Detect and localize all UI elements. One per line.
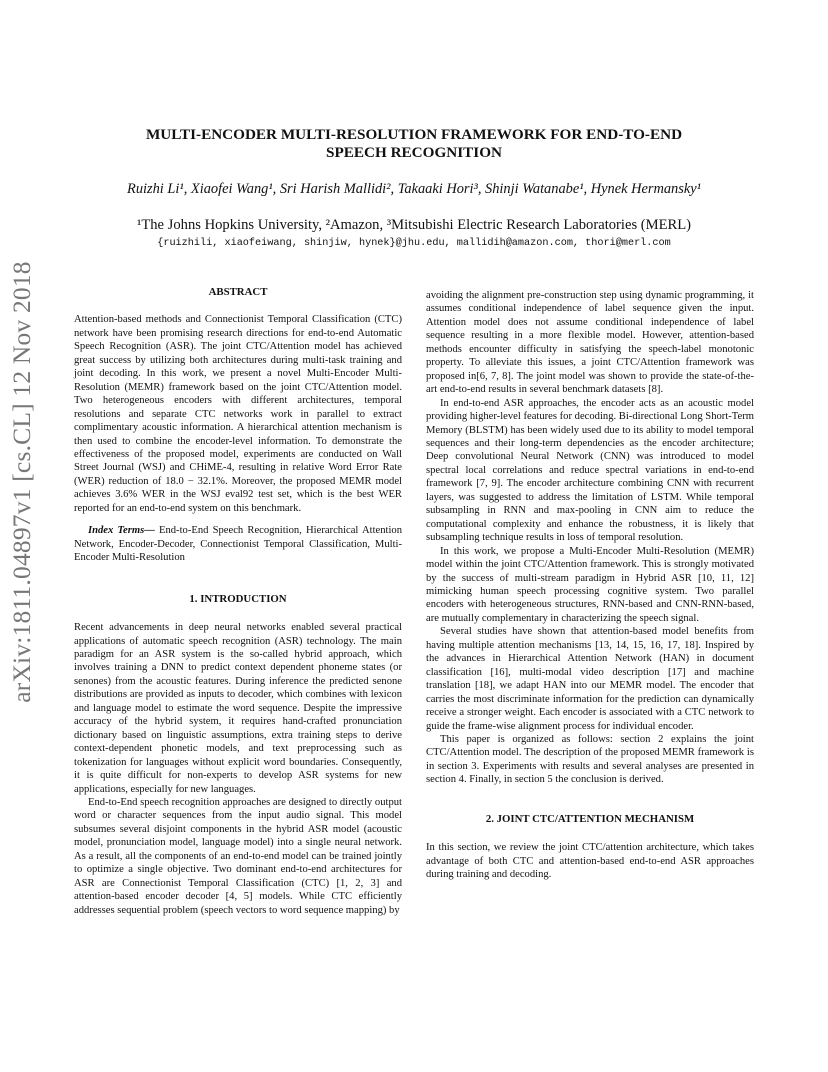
author-list: Ruizhi Li¹, Xiaofei Wang¹, Sri Harish Mallidi², Takaaki Hori³, Shinji Watanabe¹, Hynek Hermansky¹	[127, 181, 701, 197]
section-2-heading: 2. JOINT CTC/ATTENTION MECHANISM	[485, 812, 695, 825]
introduction-heading: 1. INTRODUCTION	[189, 592, 287, 605]
abstract-text: Attention-based methods and Connectionist Temporal Classification (CTC) network have been promising research directions for end-to-end Automatic Speech Recognition (ASR). The joint CTC/Attention model has achieved great success by utilizing both architectures during multi-task training and joint decoding. In this work, we present a novel Multi-Encoder Multi-Resolution (MEMR) framework based on the joint CTC/Attention model. Two heterogeneous encoders with different architectures, temporal resolutions and separate CTC networks work in parallel to extract complimentary acoustic information. A hierarchical attention mechanism is then used to combine the encoder-level information. To demonstrate the effectiveness of the proposed model, experiments are conducted on Wall Street Journal (WSJ) and CHiME-4, resulting in relative Word Error Rate (WER) reduction of 18.0 − 32.1%. Moreover, the proposed MEMR model achieves 3.6% WER in the WSJ eval92 test set, which is the best WER reported for an end-to-end system on this benchmark.	[74, 314, 402, 514]
arxiv-identifier-text: arXiv:1811.04897v1 [cs.CL] 12 Nov 2018	[7, 261, 36, 703]
author-emails: {ruizhili, xiaofeiwang, shinjiw, hynek}@jhu.edu, mallidih@amazon.com, thori@merl.com	[157, 238, 671, 249]
index-terms-label: Index Terms—	[88, 525, 155, 537]
introduction-paragraph-2: End-to-End speech recognition approaches are designed to directly output word or character sequences from the input audio signal. This model subsumes several disjoint components in the hybrid ASR model (acoustic model, pronunciation model, language model) into a single neural network. As a result, all the components of an end-to-end model can be trained jointly to optimize a single objective. Two dominant end-to-end architectures for ASR are Connectionist Temporal Classification (CTC) [1, 2, 3] and attention-based encoder decoder [4, 5] models. While CTC efficiently addresses sequential problem (speech vectors to word sequence mapping) by	[74, 796, 402, 916]
right-paragraph-3: In this work, we propose a Multi-Encoder Multi-Resolution (MEMR) model within the joint CTC/Attention framework. This is strongly motivated by the success of multi-stream paradigm in Hybrid ASR [10, 11, 12] mimicking human speech processing cognitive system. Two parallel encoders with heterogeneous structures, RNN-based and CNN-RNN-based, are mutually complementary in characterizing the speech signal.	[426, 545, 754, 624]
paper-title-line-1: MULTI-ENCODER MULTI-RESOLUTION FRAMEWORK FOR END-TO-END	[145, 126, 683, 143]
abstract-heading: ABSTRACT	[208, 286, 268, 298]
introduction-paragraph-1: Recent advancements in deep neural networks enabled several practical applications of automatic speech recognition (ASR) technology. The main paradigm for an ASR system is the so-called hybrid approach, which involves training a DNN to predict context dependent phoneme states (or senones) from the acoustic features. During inference the predicted senone distributions are provided as inputs to decoder, which combines with lexicon and language model to estimate the word sequence. Despite the impressive accuracy of the hybrid system, it requires hand-crafted pronunciation dictionary based on linguistic assumptions, extra training steps to derive context-dependent phonetic models, and text preprocessing such as tokenization for languages without explicit word boundaries. Consequently, it is quite difficult for non-experts to develop ASR systems for new applications, especially for new languages.	[74, 622, 402, 795]
paper-title	[90, 126, 738, 162]
right-paragraph-5: This paper is organized as follows: section 2 explains the joint CTC/Attention model. The description of the proposed MEMR framework is in section 3. Experiments with results and several analyses are presented in section 4. Finally, in section 5 the conclusion is derived.	[426, 733, 754, 786]
index-terms	[74, 524, 402, 564]
right-paragraph-1: avoiding the alignment pre-construction step using dynamic programming, it assumes conditional independence of label sequence given the input. Attention model does not assume conditional independence of label sequence resulting in a more flexible model. However, attention-based methods encounter difficulty in satisfying the speech-label monotonic property. To alleviate this issues, a joint CTC/Attention framework was proposed in[6, 7, 8]. The joint model was shown to provide the state-of-the-art end-to-end results in several benchmark datasets [8].	[426, 290, 754, 396]
right-paragraph-2: In end-to-end ASR approaches, the encoder acts as an acoustic model providing higher-level features for decoding. Bi-directional Long Short-Term Memory (BLSTM) has been widely used due to its ability to model temporal sequences and their long-term dependencies as the encoder architecture; Deep convolutional Neural Network (CNN) was introduced to model spectral local correlations and reduce spectral variations in end-to-end framework [7, 9]. The encoder architecture combining CNN with recurrent layers, was suggested to address the limitation of LSTM. While temporal subsampling in RNN and max-pooling in CNN aim to reduce the computational complexity and enhance the robustness, it is likely that subsampling technique results in loss of temporal resolution.	[426, 397, 754, 544]
index-terms-text: End-to-End Speech Recognition, Hierarchical Attention Network, Encoder-Decoder, Connectionist Temporal Classification, Multi-Encoder Multi-Resolution	[74, 525, 402, 564]
arxiv-identifier-stamp	[2, 261, 42, 703]
right-column	[426, 289, 754, 882]
paper-title-line-2: SPEECH RECOGNITION	[326, 144, 502, 161]
affiliations: ¹The Johns Hopkins University, ²Amazon, ³Mitsubishi Electric Research Laboratories (MERL)	[136, 217, 692, 233]
left-column	[74, 286, 402, 917]
right-paragraph-4: Several studies have shown that attention-based model benefits from having multiple attention mechanisms [13, 14, 15, 16, 17, 18]. Inspired by the advances in Hierarchical Attention Network (HAN) in document classification [16], multi-modal video description [17] and machine translation [18], we adapt HAN into our MEMR model. The encoder that carries the most discriminate information for the prediction can dynamically receive a stronger weight. Each encoder is associated with a CTC network to guide the frame-wise alignment process for individual encoder.	[426, 626, 754, 732]
section-2-paragraph-1: In this section, we review the joint CTC/attention architecture, which takes advantage of both CTC and attention-based end-to-end ASR approaches during training and decoding.	[426, 842, 754, 881]
